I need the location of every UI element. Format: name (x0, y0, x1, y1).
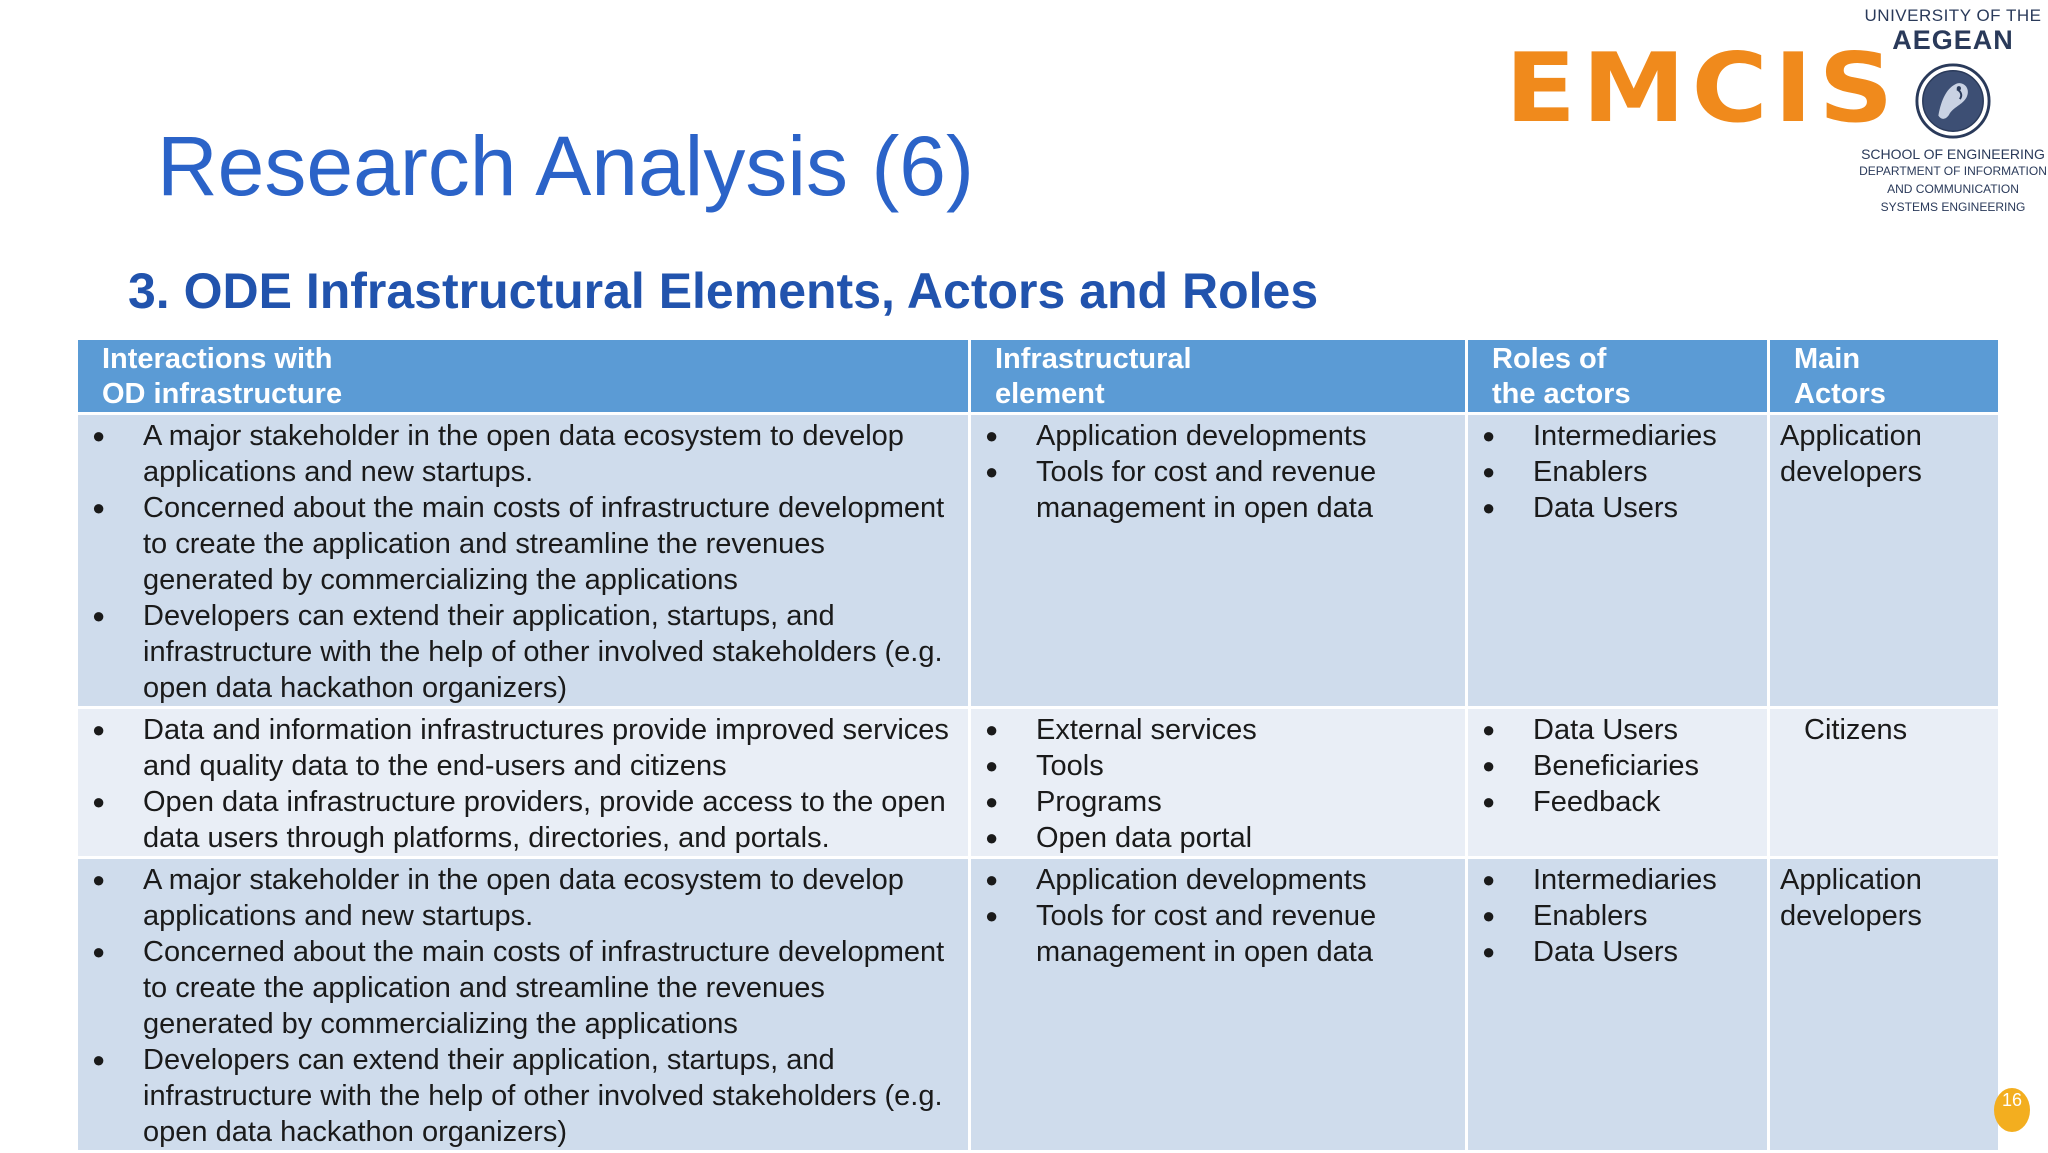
department-line2: AND COMMUNICATION (1887, 182, 2019, 196)
header-infrastructural-element: Infrastructural element (970, 339, 1467, 414)
actor-label: Application developers (1780, 420, 1922, 488)
list-item: ● Data Users (1476, 490, 1761, 526)
list-item: ● Enablers (1476, 898, 1761, 934)
roles-cell (1467, 858, 1769, 1152)
emcis-logo: EMCIS (1505, 32, 1900, 145)
list-item: ● Tools for cost and revenue management in open data (979, 898, 1459, 970)
list-item: ● Tools for cost and revenue management in open data (979, 454, 1459, 526)
table-header-row (77, 339, 2000, 414)
department-line3: SYSTEMS ENGINEERING (1880, 200, 2026, 214)
page-number-badge: 16 (1994, 1088, 2030, 1132)
table-row (77, 414, 2000, 708)
list-item: ● Intermediaries (1476, 418, 1761, 454)
list-item: ● Open data infrastructure providers, provide access to the open data users through platforms, directories, and portals. (86, 784, 962, 856)
roles-cell (1467, 708, 1769, 858)
infrastructure-table (75, 337, 2001, 1153)
list-item: ● Developers can extend their application, startups, and infrastructure with the help of other involved stakeholders (e.g. open data hackathon organizers) (86, 1042, 962, 1150)
list-item: ● Application developments (979, 862, 1459, 898)
school-name: SCHOOL OF ENGINEERING (1861, 146, 2045, 162)
roles-cell (1467, 414, 1769, 708)
list-item: ● Data and information infrastructures provide improved services and quality data to the end-users and citizens (86, 712, 962, 784)
list-item: ● Concerned about the main costs of infrastructure development to create the application and streamline the revenues generated by commercializing the applications (86, 490, 962, 598)
actor-cell (1769, 858, 2000, 1152)
elements-cell (970, 858, 1467, 1152)
elements-cell (970, 708, 1467, 858)
list-item: ● A major stakeholder in the open data ecosystem to develop applications and new startups. (86, 862, 962, 934)
list-item: ● Programs (979, 784, 1459, 820)
header-roles: Roles of the actors (1467, 339, 1769, 414)
actor-cell (1769, 708, 2000, 858)
interactions-cell (77, 708, 970, 858)
list-item: ● Open data portal (979, 820, 1459, 856)
table-row (77, 708, 2000, 858)
list-item: ● Intermediaries (1476, 862, 1761, 898)
list-item: ● Beneficiaries (1476, 748, 1761, 784)
university-name-line1: UNIVERSITY OF THE (1864, 6, 2042, 25)
university-logo (1858, 6, 2048, 216)
list-item: ● Data Users (1476, 934, 1761, 970)
list-item: ● Data Users (1476, 712, 1761, 748)
elements-cell (970, 414, 1467, 708)
table-row (77, 858, 2000, 1152)
list-item: ● Developers can extend their application, startups, and infrastructure with the help of other involved stakeholders (e.g. open data hackathon organizers) (86, 598, 962, 706)
list-item: ● A major stakeholder in the open data ecosystem to develop applications and new startups. (86, 418, 962, 490)
university-name-line2: AEGEAN (1892, 25, 2014, 55)
header-main-actors: Main Actors (1769, 339, 2000, 414)
department-line1: DEPARTMENT OF INFORMATION (1859, 164, 2047, 178)
list-item: ● Concerned about the main costs of infrastructure development to create the application and streamline the revenues generated by commercializing the applications (86, 934, 962, 1042)
actor-label: Citizens (1804, 714, 1908, 746)
list-item: ● External services (979, 712, 1459, 748)
list-item: ● Application developments (979, 418, 1459, 454)
actor-cell (1769, 414, 2000, 708)
list-item: ● Feedback (1476, 784, 1761, 820)
actor-label: Application developers (1780, 864, 1922, 932)
slide-title: Research Analysis (6) (157, 119, 974, 213)
list-item: ● Tools (979, 748, 1459, 784)
slide-subtitle: 3. ODE Infrastructural Elements, Actors and Roles (128, 263, 1319, 319)
university-seal-icon (1914, 62, 1992, 140)
header-interactions: Interactions with OD infrastructure (77, 339, 970, 414)
interactions-cell (77, 414, 970, 708)
list-item: ● Enablers (1476, 454, 1761, 490)
interactions-cell (77, 858, 970, 1152)
